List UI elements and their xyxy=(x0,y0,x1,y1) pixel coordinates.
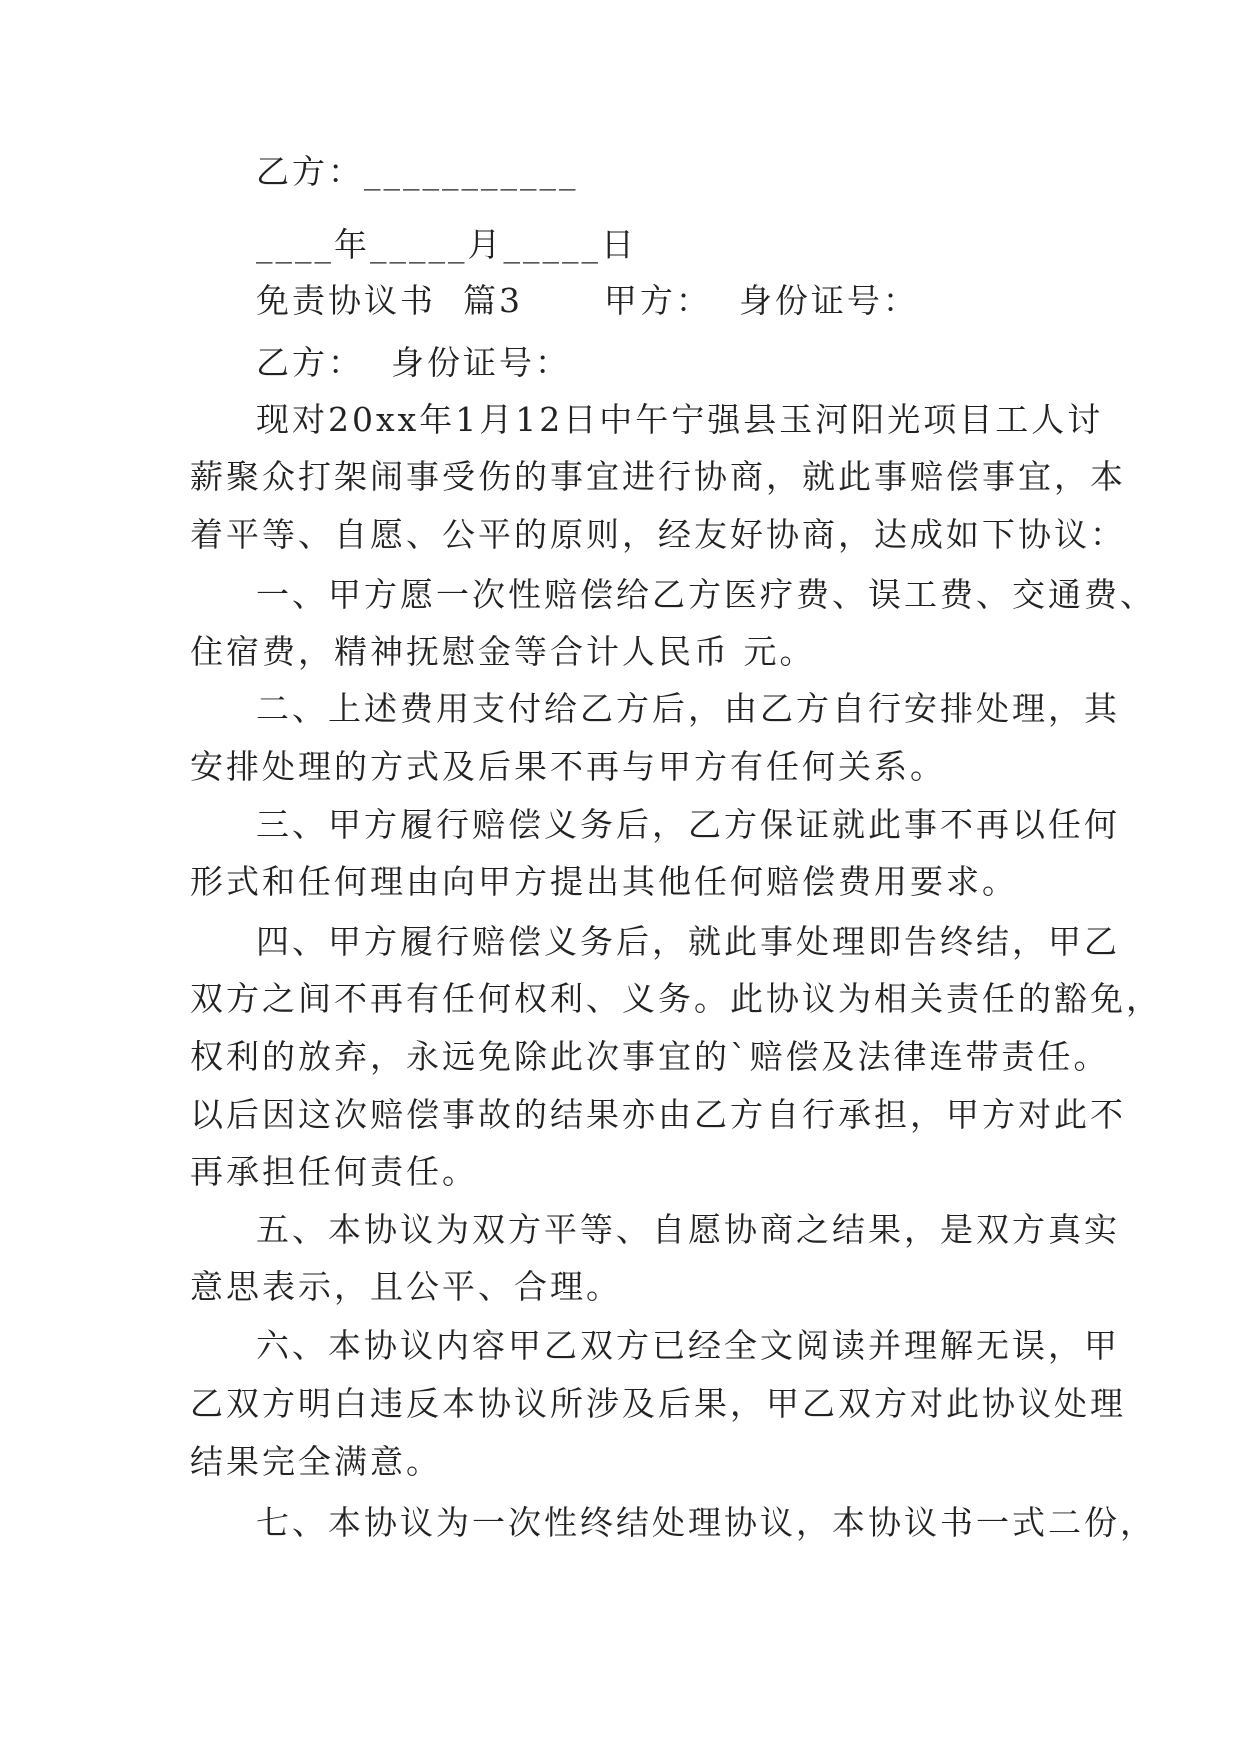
title-line: 免责协议书 篇3 甲方： 身份证号： xyxy=(256,281,919,320)
clause-2-line: 二、上述费用支付给乙方后，由乙方自行安排处理，其 xyxy=(256,689,1120,728)
clause-4-line: 再承担任何责任。 xyxy=(190,1152,478,1191)
clause-7-line: 七、本协议为一次性终结处理协议，本协议书一式二份， xyxy=(256,1503,1156,1542)
clause-1-line: 一、甲方愿一次性赔偿给乙方医疗费、误工费、交通费、 xyxy=(256,575,1156,614)
clause-6-line: 结果完全满意。 xyxy=(190,1442,442,1481)
party-b-line: 乙方： 身份证号： xyxy=(256,343,571,382)
paragraph-line: 薪聚众打架闹事受伤的事宜进行协商，就此事赔偿事宜，本 xyxy=(190,457,1126,496)
clause-5-line: 五、本协议为双方平等、自愿协商之结果，是双方真实 xyxy=(256,1210,1120,1249)
clause-4-line: 双方之间不再有任何权利、义务。此协议为相关责任的豁免， xyxy=(190,979,1162,1018)
clause-3-line: 形式和任何理由向甲方提出其他任何赔偿费用要求。 xyxy=(190,862,1018,901)
clause-5-line: 意思表示，且公平、合理。 xyxy=(190,1267,622,1306)
clause-2-line: 安排处理的方式及后果不再与甲方有任何关系。 xyxy=(190,747,946,786)
clause-4-line: 四、甲方履行赔偿义务后，就此事处理即告终结，甲乙 xyxy=(256,922,1120,961)
date-line: ____年_____月_____日 xyxy=(256,225,637,264)
clause-6-line: 乙双方明白违反本协议所涉及后果，甲乙双方对此协议处理 xyxy=(190,1384,1126,1423)
clause-6-line: 六、本协议内容甲乙双方已经全文阅读并理解无误，甲 xyxy=(256,1326,1120,1365)
clause-1-line: 住宿费，精神抚慰金等合计人民币 元。 xyxy=(190,632,816,671)
clause-3-line: 三、甲方履行赔偿义务后，乙方保证就此事不再以任何 xyxy=(256,805,1120,844)
clause-4-line: 权利的放弃，永远免除此次事宜的`赔偿及法律连带责任。 xyxy=(190,1037,1110,1076)
paragraph-line: 现对20xx年1月12日中午宁强县玉河阳光项目工人讨 xyxy=(256,400,1104,439)
party-b-signature-line: 乙方：___________ xyxy=(256,152,579,191)
paragraph-line: 着平等、自愿、公平的原则，经友好协商，达成如下协议： xyxy=(190,515,1126,554)
clause-4-line: 以后因这次赔偿事故的结果亦由乙方自行承担，甲方对此不 xyxy=(190,1095,1126,1134)
